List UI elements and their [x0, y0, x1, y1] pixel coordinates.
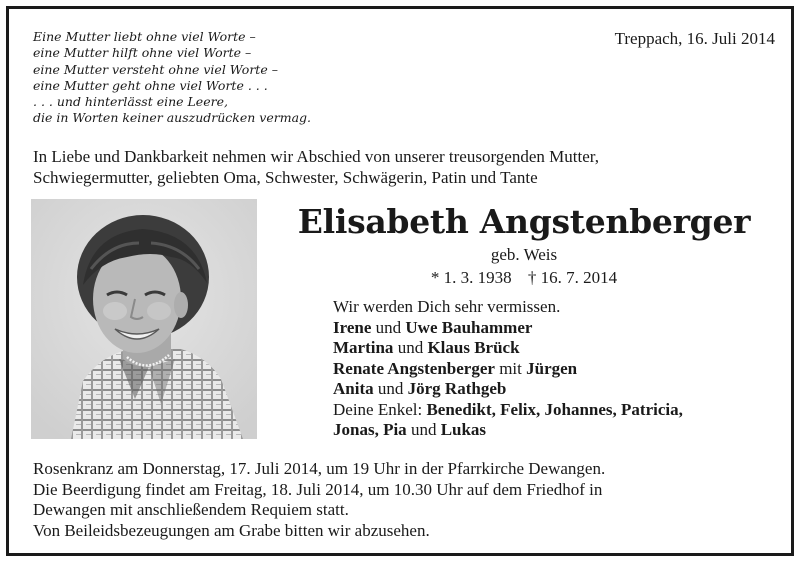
poem-line: Eine Mutter liebt ohne viel Worte – [33, 29, 256, 44]
service-line: Von Beileidsbezeugungen am Grabe bitten wir abzusehen. [33, 520, 430, 540]
life-dates [267, 267, 781, 288]
service-line: Die Beerdigung findet am Freitag, 18. Juli 2014, um 10.30 Uhr auf dem Friedhof in [33, 479, 603, 499]
birth-date: * 1. 3. 1938 [430, 268, 512, 287]
family-name: Uwe Bauhammer [405, 317, 533, 337]
poem [33, 29, 311, 127]
maiden-name: geb. Weis [490, 245, 558, 264]
deceased-name: Elisabeth Angstenberger [297, 202, 751, 241]
conjunction: und [377, 379, 404, 398]
portrait-photo [31, 199, 257, 439]
poem-line: eine Mutter hilft ohne viel Worte – [33, 45, 252, 61]
grandchildren-row [333, 420, 683, 441]
poem-line: eine Mutter versteht ohne viel Worte – [33, 61, 278, 77]
family-row [333, 359, 683, 380]
intro-line: In Liebe und Dankbarkeit nehmen wir Abschied von unserer treusorgenden Mutter, [33, 147, 599, 166]
conjunction: und [410, 420, 437, 439]
miss-line: Wir werden Dich sehr vermissen. [333, 297, 561, 316]
family-name: Anita [333, 379, 374, 398]
poem-line: . . . und hinterlässt eine Leere, [33, 94, 228, 110]
family-name: Jörg Rathgeb [407, 379, 507, 398]
family-name: Renate Angstenberger [333, 358, 495, 378]
death-date: † 16. 7. 2014 [527, 268, 618, 287]
poem-line: die in Worten keiner auszudrücken vermag. [33, 110, 311, 126]
service-line: Rosenkranz am Donnerstag, 17. Juli 2014, um 19 Uhr in der Pfarrkirche Dewangen. [33, 459, 606, 478]
portrait-image [31, 199, 257, 439]
obituary-frame [6, 6, 794, 556]
family-name: Martina [333, 338, 394, 357]
grandchildren-row [333, 400, 683, 421]
intro-line: Schwiegermutter, geliebten Oma, Schwester, Schwägerin, Patin und Tante [33, 168, 538, 187]
family-list [333, 297, 683, 441]
poem-line: eine Mutter geht ohne viel Worte . . . [33, 77, 268, 93]
family-row [333, 379, 683, 400]
grandchildren-names: Jonas, Pia [333, 420, 407, 439]
conjunction: und [375, 317, 402, 337]
family-row [333, 318, 683, 339]
deceased-block [267, 202, 781, 288]
conjunction: und [397, 338, 424, 357]
service-info [33, 459, 785, 541]
service-line: Dewangen mit anschließendem Requiem statt. [33, 500, 349, 519]
family-name: Irene [333, 317, 372, 337]
family-name: Jürgen [526, 358, 578, 378]
grandchildren-names: Lukas [440, 420, 487, 439]
family-row [333, 338, 683, 359]
conjunction: mit [499, 358, 522, 378]
place-date: Treppach, 16. Juli 2014 [614, 29, 775, 48]
family-name: Klaus Brück [427, 338, 520, 357]
grandchildren-label: Deine Enkel: [333, 399, 423, 419]
grandchildren-names: Benedikt, Felix, Johannes, Patricia, [426, 399, 683, 419]
intro-text [33, 146, 783, 188]
